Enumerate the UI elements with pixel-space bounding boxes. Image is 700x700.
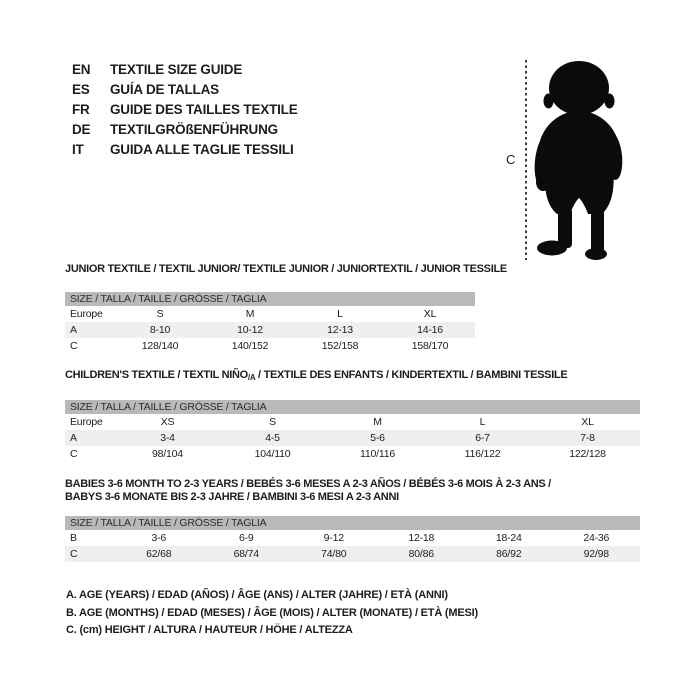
table-row (65, 306, 475, 322)
table-title-line: CHILDREN'S TEXTILE / TEXTIL $NIÑO_{/A}$ / TEXTILE DES ENFANTS / KINDERTEXTIL / BAMBINI TESSILE (65, 369, 568, 382)
size-value-cell: 7-8 (580, 432, 595, 444)
table-row (65, 430, 640, 446)
baby-figure (495, 55, 645, 270)
size-value-cell: M (245, 308, 255, 320)
table-row (65, 322, 475, 338)
size-value-cell: 6-7 (475, 432, 490, 444)
table-row (65, 446, 640, 462)
size-value-cell: 110/116 (360, 448, 395, 460)
junior-size-table (65, 263, 507, 354)
size-value-cell: 152/158 (321, 340, 359, 352)
row-label: Europe (70, 308, 103, 320)
language-code: ES (72, 82, 90, 97)
children-size-table (65, 369, 640, 462)
guide-title: GUÍA DE TALLAS (110, 82, 219, 97)
size-value-cell: 18-24 (495, 532, 522, 544)
size-value-cell: 3-4 (160, 432, 175, 444)
size-value-cell: 12-18 (408, 532, 435, 544)
toddler-silhouette-icon (533, 58, 623, 260)
size-value-cell: M (373, 416, 382, 428)
table-title (65, 263, 507, 276)
table-title (65, 369, 640, 384)
size-value-cell: 86/92 (496, 548, 522, 560)
size-table (65, 414, 640, 462)
size-table (65, 530, 640, 562)
size-value-cell: 6-9 (238, 532, 254, 544)
measure-legend (66, 587, 478, 640)
size-value-cell: 158/170 (411, 340, 449, 352)
language-code: IT (72, 142, 84, 157)
size-value-cell: L (479, 416, 486, 428)
height-measure-label: C (506, 152, 516, 167)
language-code: FR (72, 102, 90, 117)
size-value-cell: XL (581, 416, 594, 428)
size-value-cell: 74/80 (321, 548, 347, 560)
size-value-cell: 62/68 (146, 548, 172, 560)
size-value-cell: 12-13 (327, 324, 353, 336)
language-row (72, 140, 298, 160)
row-label: C (70, 448, 78, 460)
legend-line-b: B. AGE (MONTHS) / EDAD (MESES) / ÂGE (MOIS) / ALTER (MONATE) / ETÀ (MESI) (66, 606, 478, 619)
row-label: A (70, 324, 77, 336)
size-value-cell: 116/122 (464, 448, 501, 460)
language-code: EN (72, 62, 91, 77)
language-row (72, 80, 298, 100)
table-row (65, 414, 640, 430)
size-value-cell: 92/98 (583, 548, 609, 560)
language-row (72, 100, 298, 120)
size-value-cell: 24-36 (583, 532, 610, 544)
row-label: C (70, 340, 78, 352)
height-measure-dashed-line (525, 60, 527, 260)
table-title-line: BABYS 3-6 MONATE BIS 2-3 JAHRE / BAMBINI 3-6 MESI A 2-3 ANNI (65, 491, 399, 503)
babies-size-table (65, 478, 640, 562)
size-header-bar: SIZE / TALLA / TAILLE / GRÖSSE / TAGLIA (65, 400, 640, 414)
size-value-cell: 122/128 (569, 448, 606, 460)
guide-title: GUIDE DES TAILLES TEXTILE (110, 102, 298, 117)
size-header-bar: SIZE / TALLA / TAILLE / GRÖSSE / TAGLIA (65, 516, 640, 530)
size-header-bar: SIZE / TALLA / TAILLE / GRÖSSE / TAGLIA (65, 292, 475, 306)
size-value-cell: XL (423, 308, 437, 320)
row-label: B (70, 532, 77, 544)
legend-line-a: A. AGE (YEARS) / EDAD (AÑOS) / ÂGE (ANS) / ALTER (JAHRE) / ETÀ (ANNI) (66, 589, 448, 601)
guide-title: GUIDA ALLE TAGLIE TESSILI (110, 142, 294, 157)
guide-title: TEXTILGRÖßENFÜHRUNG (110, 122, 278, 137)
size-value-cell: S (156, 308, 164, 320)
table-title-line: JUNIOR TEXTILE / TEXTIL JUNIOR/ TEXTILE JUNIOR / JUNIORTEXTIL / JUNIOR TESSILE (65, 263, 507, 275)
size-table (65, 306, 475, 354)
size-value-cell: 5-6 (370, 432, 385, 444)
size-value-cell: 140/152 (231, 340, 269, 352)
size-value-cell: 68/74 (233, 548, 259, 560)
size-value-cell: 14-16 (417, 324, 443, 336)
table-row (65, 338, 475, 354)
table-row (65, 530, 640, 546)
size-value-cell: 128/140 (141, 340, 179, 352)
language-header (72, 60, 298, 160)
language-row (72, 120, 298, 140)
size-value-cell: L (337, 308, 343, 320)
table-title (65, 478, 640, 504)
size-value-cell: 3-6 (151, 532, 167, 544)
size-value-cell: 9-12 (323, 532, 344, 544)
size-value-cell: 8-10 (149, 324, 171, 336)
table-title-line: BABIES 3-6 MONTH TO 2-3 YEARS / BEBÉS 3-6 MESES A 2-3 AÑOS / BÉBÉS 3-6 MOIS À 2-3 ANS / (65, 478, 551, 490)
size-value-cell: 104/110 (254, 448, 291, 460)
guide-title: TEXTILE SIZE GUIDE (110, 62, 243, 77)
size-value-cell: XS (160, 416, 175, 428)
language-code: DE (72, 122, 91, 137)
row-label: Europe (70, 416, 103, 428)
size-value-cell: 10-12 (237, 324, 263, 336)
size-value-cell: 4-5 (265, 432, 280, 444)
size-value-cell: 98/104 (152, 448, 183, 460)
table-row (65, 546, 640, 562)
legend-line-c: C. (cm) HEIGHT / ALTURA / HAUTEUR / HÖHE / ALTEZZA (66, 624, 353, 636)
language-row (72, 60, 298, 80)
size-value-cell: S (269, 416, 276, 428)
size-value-cell: 80/86 (408, 548, 434, 560)
row-label: A (70, 432, 77, 444)
row-label: C (70, 548, 78, 560)
